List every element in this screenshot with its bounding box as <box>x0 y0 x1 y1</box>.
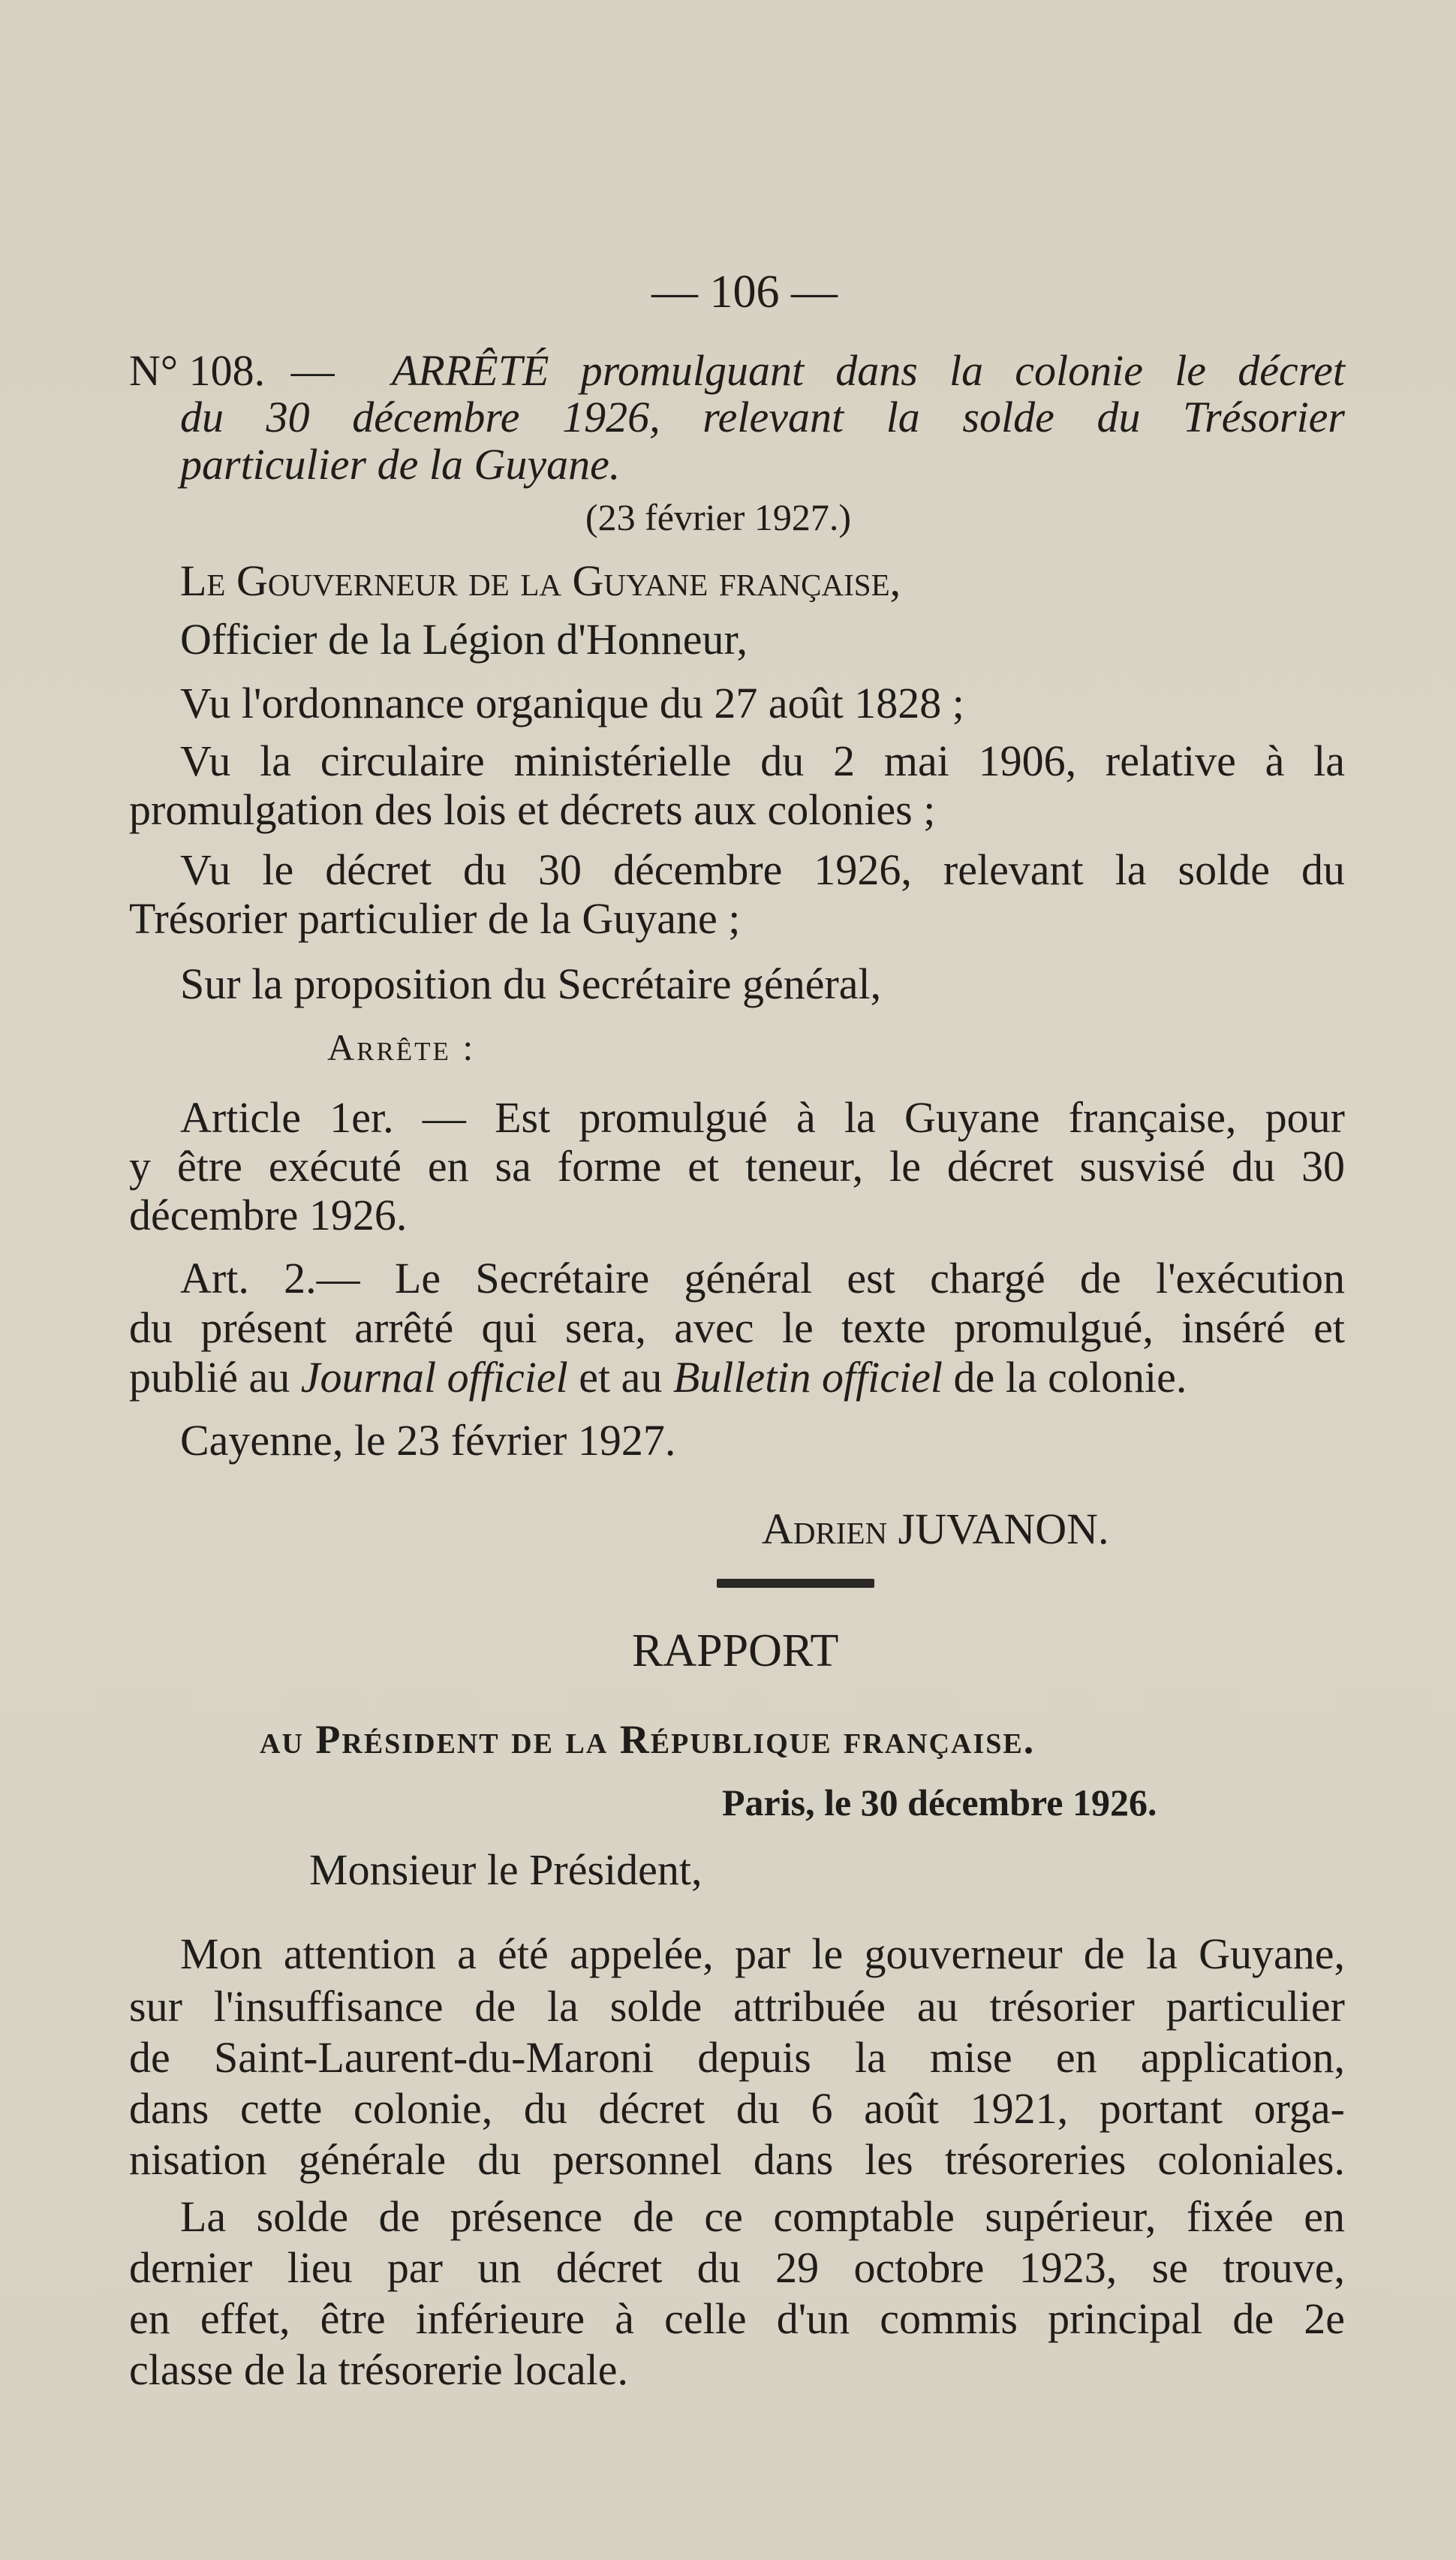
article-2-line-1: Art. 2.— Le Secrétaire général est chargé de l'exécution <box>180 1254 1345 1303</box>
arrete-date: (23 février 1927.) <box>585 496 852 538</box>
arrete-number <box>129 346 335 395</box>
rapport-p2-line-1: La solde de présence de ce comptable supérieur, fixée en <box>180 2192 1345 2241</box>
rapport-p2-line-3: en effet, être inférieure à celle d'un commis principal de 2e <box>129 2294 1345 2343</box>
rapport-p1-line-5: nisation générale du personnel dans les trésoreries coloniales. <box>129 2135 1345 2184</box>
separator-rule <box>717 1579 874 1588</box>
rapport-p1-line-1: Mon attention a été appelée, par le gouverneur de la Guyane, <box>180 1929 1345 1978</box>
preamble-line-5: promulgation des lois et décrets aux colonies ; <box>129 785 936 834</box>
rapport-title: RAPPORT <box>632 1625 839 1676</box>
preamble-line-1: Le Gouverneur de la Guyane française, <box>180 556 901 605</box>
rapport-p1-line-2: sur l'insuffisance de la solde attribuée au trésorier particulier <box>129 1982 1345 2031</box>
arrete-label: Arrête : <box>327 1026 476 1068</box>
article-2-text-b: et au <box>567 1353 673 1402</box>
rapport-p1-line-3: de Saint-Laurent-du-Maroni depuis la mise en application, <box>129 2033 1345 2082</box>
arrete-dash: — <box>290 346 335 395</box>
preamble-line-4: Vu la circulaire ministérielle du 2 mai 1906, relative à la <box>180 736 1345 785</box>
article-2-text-a: publié au <box>129 1353 301 1402</box>
arrete-place-date: Cayenne, le 23 février 1927. <box>180 1416 676 1465</box>
arrete-title-line-1: ARRÊTÉ promulguant dans la colonie le décret <box>392 346 1345 395</box>
rapport-place-date: Paris, le 30 décembre 1926. <box>722 1781 1157 1824</box>
bulletin-officiel: Bulletin officiel <box>672 1353 943 1402</box>
article-2-text-c: de la colonie. <box>943 1353 1187 1402</box>
arrete-title-line-2: du 30 décembre 1926, relevant la solde du Trésorier <box>180 393 1345 441</box>
rapport-salutation: Monsieur le Président, <box>309 1845 702 1894</box>
journal-officiel: Journal officiel <box>300 1353 568 1402</box>
arrete-signature: Adrien JUVANON. <box>762 1504 1109 1553</box>
preamble-line-8: Sur la proposition du Secrétaire général, <box>180 959 882 1008</box>
article-1-line-2: y être exécuté en sa forme et teneur, le décret susvisé du 30 <box>129 1142 1345 1191</box>
preamble-line-3: Vu l'ordonnance organique du 27 août 1828 ; <box>180 679 964 727</box>
article-1-line-1: Article 1er. — Est promulgué à la Guyane française, pour <box>180 1093 1345 1142</box>
arrete-number-label: N° 108. <box>129 346 266 395</box>
article-2-line-3 <box>129 1353 1187 1402</box>
page-number: — 106 — <box>651 267 838 318</box>
preamble-line-2: Officier de la Légion d'Honneur, <box>180 615 748 664</box>
preamble-line-6: Vu le décret du 30 décembre 1926, relevant la solde du <box>180 845 1345 894</box>
rapport-p1-line-4: dans cette colonie, du décret du 6 août 1921, portant orga- <box>129 2084 1345 2133</box>
rapport-p2-line-4: classe de la trésorerie locale. <box>129 2345 629 2394</box>
rapport-p2-line-2: dernier lieu par un décret du 29 octobre 1923, se trouve, <box>129 2243 1345 2292</box>
article-2-line-2: du présent arrêté qui sera, avec le texte promulgué, inséré et <box>129 1303 1345 1352</box>
preamble-line-7: Trésorier particulier de la Guyane ; <box>129 894 741 943</box>
rapport-subtitle: au Président de la République française. <box>260 1717 1036 1762</box>
article-1-line-3: décembre 1926. <box>129 1191 408 1239</box>
arrete-title-line-3: particulier de la Guyane. <box>180 440 621 489</box>
